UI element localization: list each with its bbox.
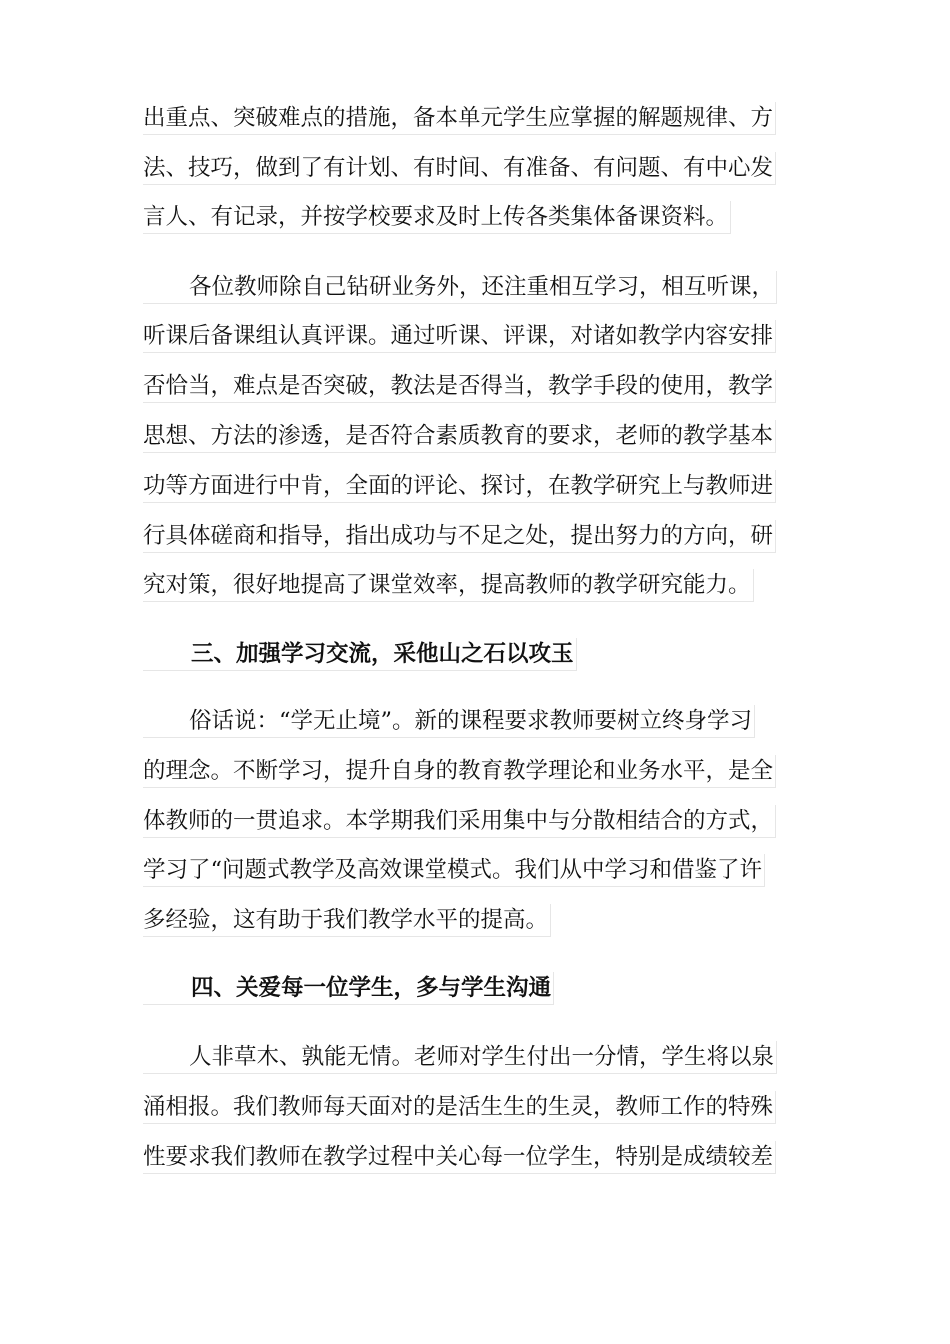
- section-heading-4: 四、关爱每一位学生，多与学生沟通: [143, 972, 554, 1005]
- paragraph-3-line-2: 的理念。不断学习，提升自身的教育教学理论和业务水平，是全: [143, 755, 776, 788]
- paragraph-2-line-6: 行具体磋商和指导，指出成功与不足之处，提出努力的方向，研: [143, 520, 776, 553]
- paragraph-2-line-7: 究对策，很好地提高了课堂效率，提高教师的教学研究能力。: [143, 569, 754, 602]
- paragraph-2-line-5: 功等方面进行中肯，全面的评论、探讨，在教学研究上与教师进: [143, 470, 776, 503]
- paragraph-1-line-1: 出重点、突破难点的措施，备本单元学生应掌握的解题规律、方: [143, 102, 776, 135]
- paragraph-4-line-3: 性要求我们教师在教学过程中关心每一位学生，特别是成绩较差: [143, 1141, 776, 1174]
- paragraph-2-line-3: 否恰当，难点是否突破，教法是否得当，教学手段的使用，教学: [143, 370, 776, 403]
- paragraph-1-line-2: 法、技巧，做到了有计划、有时间、有准备、有问题、有中心发: [143, 152, 776, 185]
- paragraph-3-line-5: 多经验，这有助于我们教学水平的提高。: [143, 904, 551, 937]
- paragraph-2-line-1: 各位教师除自己钻研业务外，还注重相互学习，相互听课，: [143, 271, 777, 304]
- paragraph-4-line-2: 涌相报。我们教师每天面对的是活生生的生灵，教师工作的特殊: [143, 1091, 776, 1124]
- section-heading-3: 三、加强学习交流，采他山之石以攻玉: [143, 638, 577, 671]
- paragraph-4-line-1: 人非草木、孰能无情。老师对学生付出一分情，学生将以泉: [143, 1041, 777, 1074]
- paragraph-1-line-3: 言人、有记录，并按学校要求及时上传各类集体备课资料。: [143, 201, 731, 234]
- paragraph-2-line-2: 听课后备课组认真评课。通过听课、评课，对诸如教学内容安排: [143, 320, 776, 353]
- paragraph-3-line-1: 俗话说：“学无止境”。新的课程要求教师要树立终身学习: [143, 705, 755, 738]
- paragraph-3-line-3: 体教师的一贯追求。本学期我们采用集中与分散相结合的方式，: [143, 805, 776, 838]
- paragraph-2-line-4: 思想、方法的渗透，是否符合素质教育的要求，老师的教学基本: [143, 420, 776, 453]
- paragraph-3-line-4: 学习了“问题式教学及高效课堂模式。我们从中学习和借鉴了许: [143, 854, 765, 887]
